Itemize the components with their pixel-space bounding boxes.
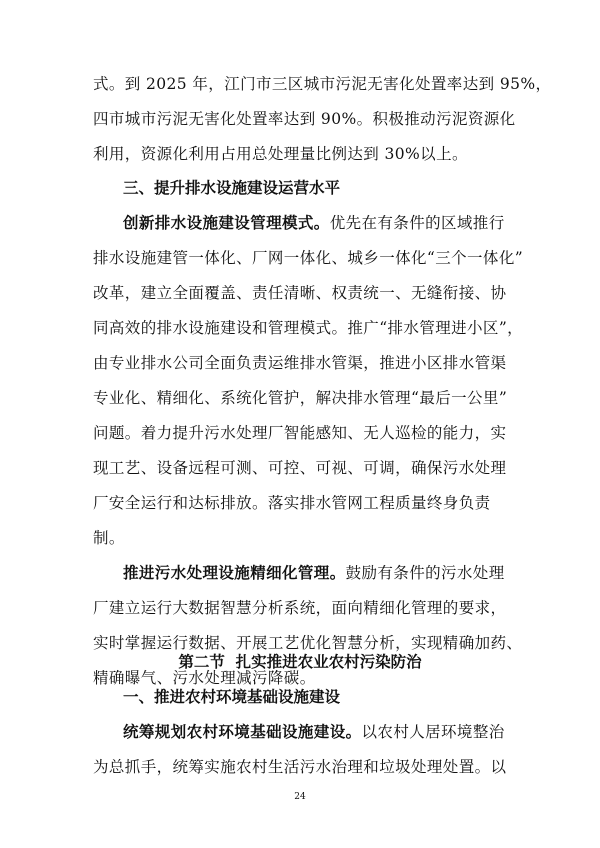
text-line: 改革，建立全面覆盖、责任清晰、权责统一、无缝衔接、协 (93, 284, 507, 302)
text-line: 四市城市污泥无害化处置率达到 90%。积极推动污泥资源化 (93, 110, 516, 128)
text-line (123, 563, 513, 583)
text-line: 制。 (93, 529, 125, 547)
text-line: 式。到 2025 年，江门市三区城市污泥无害化处置率达到 95%， (93, 75, 552, 93)
subsection-heading: 三、提升排水设施建设运营水平 (123, 178, 341, 197)
paragraph-lead: 统筹规划农村环境基础设施建设。 (123, 722, 362, 741)
text-line: 精确曝气、污水处理减污降碳。 (93, 669, 316, 687)
text-line: 同高效的排水设施建设和管理模式。推广“排水管理进小区”， (93, 319, 524, 337)
text-line: 问题。着力提升污水处理厂智能感知、无人巡检的能力，实 (93, 424, 507, 442)
text-line: 厂安全运行和达标排放。落实排水管网工程质量终身负责 (93, 494, 491, 512)
text-line: 厂建立运行大数据智慧分析系统，面向精细化管理的要求， (93, 599, 507, 617)
subsection-heading: 一、推进农村环境基础设施建设 (123, 687, 341, 706)
paragraph-text: 鼓励有条件的污水处理 (345, 564, 505, 582)
page-number: 24 (294, 792, 306, 802)
paragraph-lead: 创新排水设施建设管理模式。 (123, 213, 330, 232)
paragraph-text: 以农村人居环境整治 (361, 723, 505, 741)
text-line: 现工艺、设备远程可测、可控、可视、可调，确保污水处理 (93, 459, 507, 477)
paragraph-text: 优先在有条件的区域推行 (329, 214, 505, 232)
text-line: 排水设施建管一体化、厂网一体化、城乡一体化“三个一体化” (93, 249, 524, 267)
text-line (123, 213, 513, 233)
text-line: 专业化、精细化、系统化管护，解决排水管理“最后一公里” (93, 389, 508, 407)
text-line: 由专业排水公司全面负责运维排水管渠，推进小区排水管渠 (93, 354, 507, 372)
paragraph-lead: 推进污水处理设施精细化管理。 (123, 563, 346, 582)
section-title: 第二节 扎实推进农业农村污染防治 (178, 652, 422, 671)
text-line: 利用，资源化利用占用总处理量比例达到 30%以上。 (93, 145, 468, 163)
text-line: 实时掌握运行数据、开展工艺优化智慧分析，实现精确加药、 (93, 634, 523, 652)
text-line: 为总抓手，统筹实施农村生活污水治理和垃圾处理处置。以 (93, 758, 507, 776)
text-line (123, 722, 513, 742)
